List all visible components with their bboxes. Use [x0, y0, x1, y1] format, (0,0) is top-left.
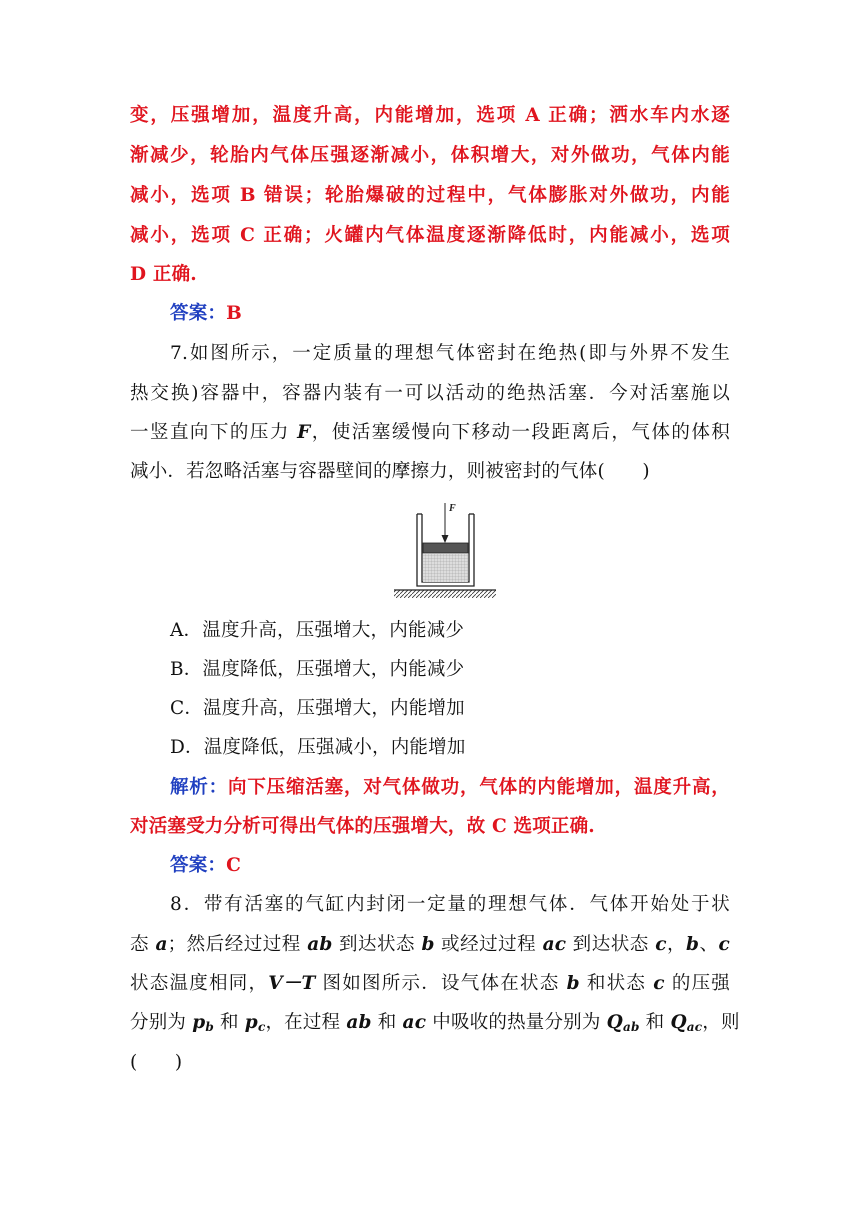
explanation-line-2: 渐减少，轮胎内气体压强逐渐减小，体积增大，对外做功，气体内能: [130, 145, 730, 166]
piston: [423, 543, 468, 553]
q7-stem-line-4: 减小．若忽略活塞与容器壁间的摩擦力，则被密封的气体( ): [130, 461, 650, 482]
piston-container-figure: [392, 498, 500, 606]
q7-stem-line-3: 一竖直向下的压力 F，使活塞缓慢向下移动一段距离后，气体的体积: [130, 422, 731, 443]
answer-label: 答案：: [170, 303, 227, 324]
q7-answer: [170, 853, 730, 879]
q7-analysis-line-2: 对活塞受力分析可得出气体的压强增大，故 C 选项正确.: [130, 816, 595, 837]
ground-hatch: [394, 590, 496, 598]
explanation-line-1: 变，压强增加，温度升高，内能增加，选项 A 正确；洒水车内水逐: [130, 105, 730, 126]
q8-stem-line-1: 8．带有活塞的气缸内封闭一定量的理想气体．气体开始处于状: [170, 894, 730, 915]
q8-stem-line-3: 状态温度相同，V－T 图如图所示．设气体在状态 b 和状态 c 的压强: [130, 973, 731, 994]
answer-value: B: [226, 303, 242, 324]
q7-stem-line-1: 7.如图所示，一定质量的理想气体密封在绝热(即与外界不发生: [170, 343, 730, 364]
answer-label: 答案：: [170, 855, 227, 876]
q7-option-b: B．温度降低，压强增大，内能减少: [170, 659, 465, 680]
analysis-label: 解析：: [170, 777, 228, 798]
explanation-line-5: D 正确.: [130, 264, 197, 285]
q7-option-d: D．温度降低，压强减小，内能增加: [170, 737, 466, 758]
explanation-line-3: 减小，选项 B 错误；轮胎爆破的过程中，气体膨胀对外做功，内能: [130, 185, 730, 206]
q8-stem-line-2: 态 a；然后经过过程 ab 到达状态 b 或经过过程 ac 到达状态 c，b、c: [130, 934, 730, 955]
q7-option-c: C．温度升高，压强增大，内能增加: [170, 698, 465, 719]
force-arrow: [442, 503, 449, 543]
q7-option-a: A．温度升高，压强增大，内能减少: [170, 620, 465, 641]
gas-region: [423, 554, 468, 582]
prev-answer: [170, 301, 730, 327]
force-variable: F: [297, 422, 311, 443]
q7-stem-line-2: 热交换)容器中，容器内装有一可以活动的绝热活塞．今对活塞施以: [130, 383, 730, 404]
q8-stem-line-4: 分别为 $p_b$ 和 $p_c$，在过程 ab 和 ac 中吸收的热量分别为 $Q_{ab}$ 和 $Q_{ac}$，则: [130, 1012, 740, 1034]
explanation-line-4: 减小，选项 C 正确；火罐内气体温度逐渐降低时，内能减小，选项: [130, 225, 730, 246]
q8-stem-line-5: ( ): [130, 1052, 183, 1073]
q7-analysis-line-1: 解析：向下压缩活塞，对气体做功，气体的内能增加，温度升高，: [170, 777, 730, 798]
answer-value: C: [226, 855, 242, 876]
force-label: F: [449, 503, 456, 514]
